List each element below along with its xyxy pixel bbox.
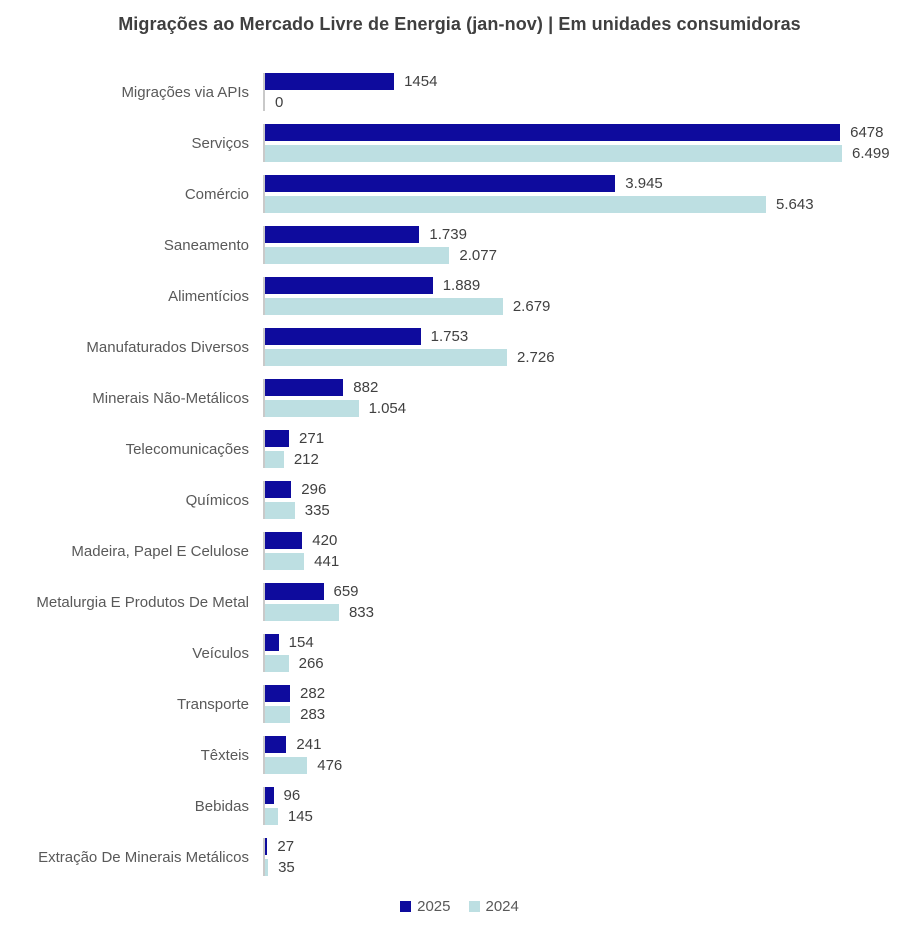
legend-label-2025: 2025 [417, 898, 451, 915]
bar-line-2025 [265, 328, 919, 345]
bar-line-2024 [265, 451, 919, 468]
legend-entry-2025 [400, 898, 450, 915]
bar-group [263, 685, 919, 723]
bar-2024 [265, 706, 290, 723]
bar-line-2025 [265, 787, 919, 804]
chart-row [0, 417, 919, 468]
chart-row [0, 366, 919, 417]
value-label-2024: 0 [275, 94, 284, 111]
category-label: Migrações via APIs [121, 83, 249, 101]
bar-2025 [265, 226, 419, 243]
bar-line-2024 [265, 145, 919, 162]
bar-2025 [265, 685, 290, 702]
bar-2025 [265, 532, 302, 549]
bar-group [263, 736, 919, 774]
bar-2025 [265, 481, 291, 498]
category-label: Serviços [191, 134, 249, 152]
value-label-2025: 6478 [850, 124, 884, 141]
bar-line-2024 [265, 757, 919, 774]
chart-rows [0, 60, 919, 876]
bar-group [263, 73, 919, 111]
value-label-2024: 441 [314, 553, 340, 570]
bar-2025 [265, 328, 421, 345]
bar-line-2024 [265, 502, 919, 519]
chart-row [0, 774, 919, 825]
chart-row [0, 213, 919, 264]
bar-group [263, 328, 919, 366]
bar-2025 [265, 73, 394, 90]
bar-line-2025 [265, 736, 919, 753]
category-label: Comércio [184, 185, 249, 203]
bar-line-2025 [265, 685, 919, 702]
bar-2025 [265, 379, 343, 396]
value-label-2025: 659 [333, 583, 359, 600]
chart-row [0, 60, 919, 111]
chart-row [0, 723, 919, 774]
value-label-2024: 35 [278, 859, 295, 876]
chart-row [0, 468, 919, 519]
chart-row [0, 111, 919, 162]
bar-line-2025 [265, 838, 919, 855]
bar-2024 [265, 145, 842, 162]
chart-row [0, 519, 919, 570]
bar-line-2024 [265, 196, 919, 213]
bar-2024 [265, 247, 449, 264]
bar-line-2024 [265, 298, 919, 315]
bar-line-2024 [265, 349, 919, 366]
bar-2025 [265, 430, 289, 447]
chart-row [0, 825, 919, 876]
chart-row [0, 162, 919, 213]
bar-line-2024 [265, 808, 919, 825]
value-label-2025: 1454 [404, 73, 438, 90]
value-label-2024: 283 [300, 706, 326, 723]
bar-line-2024 [265, 859, 919, 876]
value-label-2024: 145 [287, 808, 313, 825]
value-label-2024: 476 [317, 757, 343, 774]
bar-2024 [265, 655, 289, 672]
chart-title: Migrações ao Mercado Livre de Energia (jan-nov) | Em unidades consumidoras [118, 14, 801, 34]
value-label-2024: 2.077 [459, 247, 497, 264]
bar-line-2025 [265, 634, 919, 651]
bar-line-2024 [265, 706, 919, 723]
bar-line-2025 [265, 175, 919, 192]
value-label-2025: 3.945 [625, 175, 663, 192]
category-label: Transporte [177, 695, 249, 713]
bar-line-2025 [265, 481, 919, 498]
bar-2025 [265, 634, 279, 651]
bar-group [263, 838, 919, 876]
bar-line-2024 [265, 400, 919, 417]
bar-group [263, 481, 919, 519]
bar-2024 [265, 400, 359, 417]
value-label-2025: 1.753 [430, 328, 469, 345]
category-label: Químicos [185, 491, 249, 509]
bar-2024 [265, 859, 268, 876]
bar-line-2025 [265, 430, 919, 447]
bar-line-2024 [265, 94, 919, 111]
bar-group [263, 430, 919, 468]
bar-2024 [265, 451, 284, 468]
chart-row [0, 315, 919, 366]
chart-row [0, 621, 919, 672]
bar-2024 [265, 502, 295, 519]
bar-line-2025 [265, 124, 919, 141]
value-label-2025: 296 [301, 481, 327, 498]
value-label-2024: 335 [304, 502, 330, 519]
bar-line-2024 [265, 655, 919, 672]
value-label-2025: 241 [296, 736, 322, 753]
chart-legend [0, 898, 919, 915]
bar-line-2025 [265, 226, 919, 243]
bar-2024 [265, 553, 304, 570]
category-label: Minerais Não-Metálicos [92, 389, 249, 407]
value-label-2025: 96 [283, 787, 301, 804]
category-label: Têxteis [200, 746, 249, 764]
bar-2024 [265, 349, 507, 366]
bar-2024 [265, 757, 307, 774]
bar-2024 [265, 196, 766, 213]
legend-swatch-2025-icon [400, 901, 411, 912]
bar-2025 [265, 787, 274, 804]
bar-group [263, 532, 919, 570]
bar-line-2024 [265, 247, 919, 264]
value-label-2024: 266 [298, 655, 324, 672]
legend-swatch-2024-icon [469, 901, 480, 912]
bar-2025 [265, 583, 324, 600]
bar-2025 [265, 175, 615, 192]
value-label-2025: 1.739 [429, 226, 467, 243]
bar-2024 [265, 808, 278, 825]
bar-group [263, 634, 919, 672]
value-label-2025: 154 [288, 634, 314, 651]
bar-line-2025 [265, 379, 919, 396]
bar-group [263, 583, 919, 621]
value-label-2024: 2.679 [512, 298, 551, 315]
legend-label-2024: 2024 [485, 898, 519, 915]
bar-line-2024 [265, 604, 919, 621]
bar-2025 [265, 277, 433, 294]
chart-row [0, 672, 919, 723]
bar-2025 [265, 736, 286, 753]
value-label-2025: 1.889 [442, 277, 481, 294]
bar-2025 [265, 124, 840, 141]
category-label: Telecomunicações [125, 440, 249, 458]
category-label: Saneamento [163, 236, 249, 254]
bar-2024 [265, 604, 339, 621]
bar-2025 [265, 838, 267, 855]
bar-group [263, 226, 919, 264]
category-label: Manufaturados Diversos [86, 338, 249, 356]
value-label-2024: 2.726 [517, 349, 555, 366]
category-label: Veículos [192, 644, 249, 662]
value-label-2025: 282 [300, 685, 326, 702]
category-label: Alimentícios [168, 287, 249, 305]
bar-line-2025 [265, 532, 919, 549]
value-label-2025: 420 [312, 532, 338, 549]
value-label-2025: 27 [277, 838, 295, 855]
bar-line-2025 [265, 73, 919, 90]
bar-group [263, 277, 919, 315]
value-label-2024: 833 [348, 604, 374, 621]
bar-line-2025 [265, 583, 919, 600]
category-label: Metalurgia E Produtos De Metal [36, 593, 249, 611]
chart-row [0, 570, 919, 621]
value-label-2025: 271 [299, 430, 325, 447]
value-label-2024: 1.054 [368, 400, 407, 417]
bar-2024 [265, 298, 503, 315]
bar-group [263, 787, 919, 825]
bar-group [263, 124, 919, 162]
category-label: Bebidas [194, 797, 249, 815]
bar-line-2025 [265, 277, 919, 294]
bar-line-2024 [265, 553, 919, 570]
value-label-2024: 5.643 [776, 196, 814, 213]
value-label-2024: 6.499 [852, 145, 890, 162]
bar-group [263, 379, 919, 417]
chart-row [0, 264, 919, 315]
category-label: Extração De Minerais Metálicos [38, 848, 249, 866]
value-label-2025: 882 [353, 379, 379, 396]
value-label-2024: 212 [293, 451, 319, 468]
legend-entry-2024 [469, 898, 519, 915]
bar-group [263, 175, 919, 213]
category-label: Madeira, Papel E Celulose [71, 542, 249, 560]
